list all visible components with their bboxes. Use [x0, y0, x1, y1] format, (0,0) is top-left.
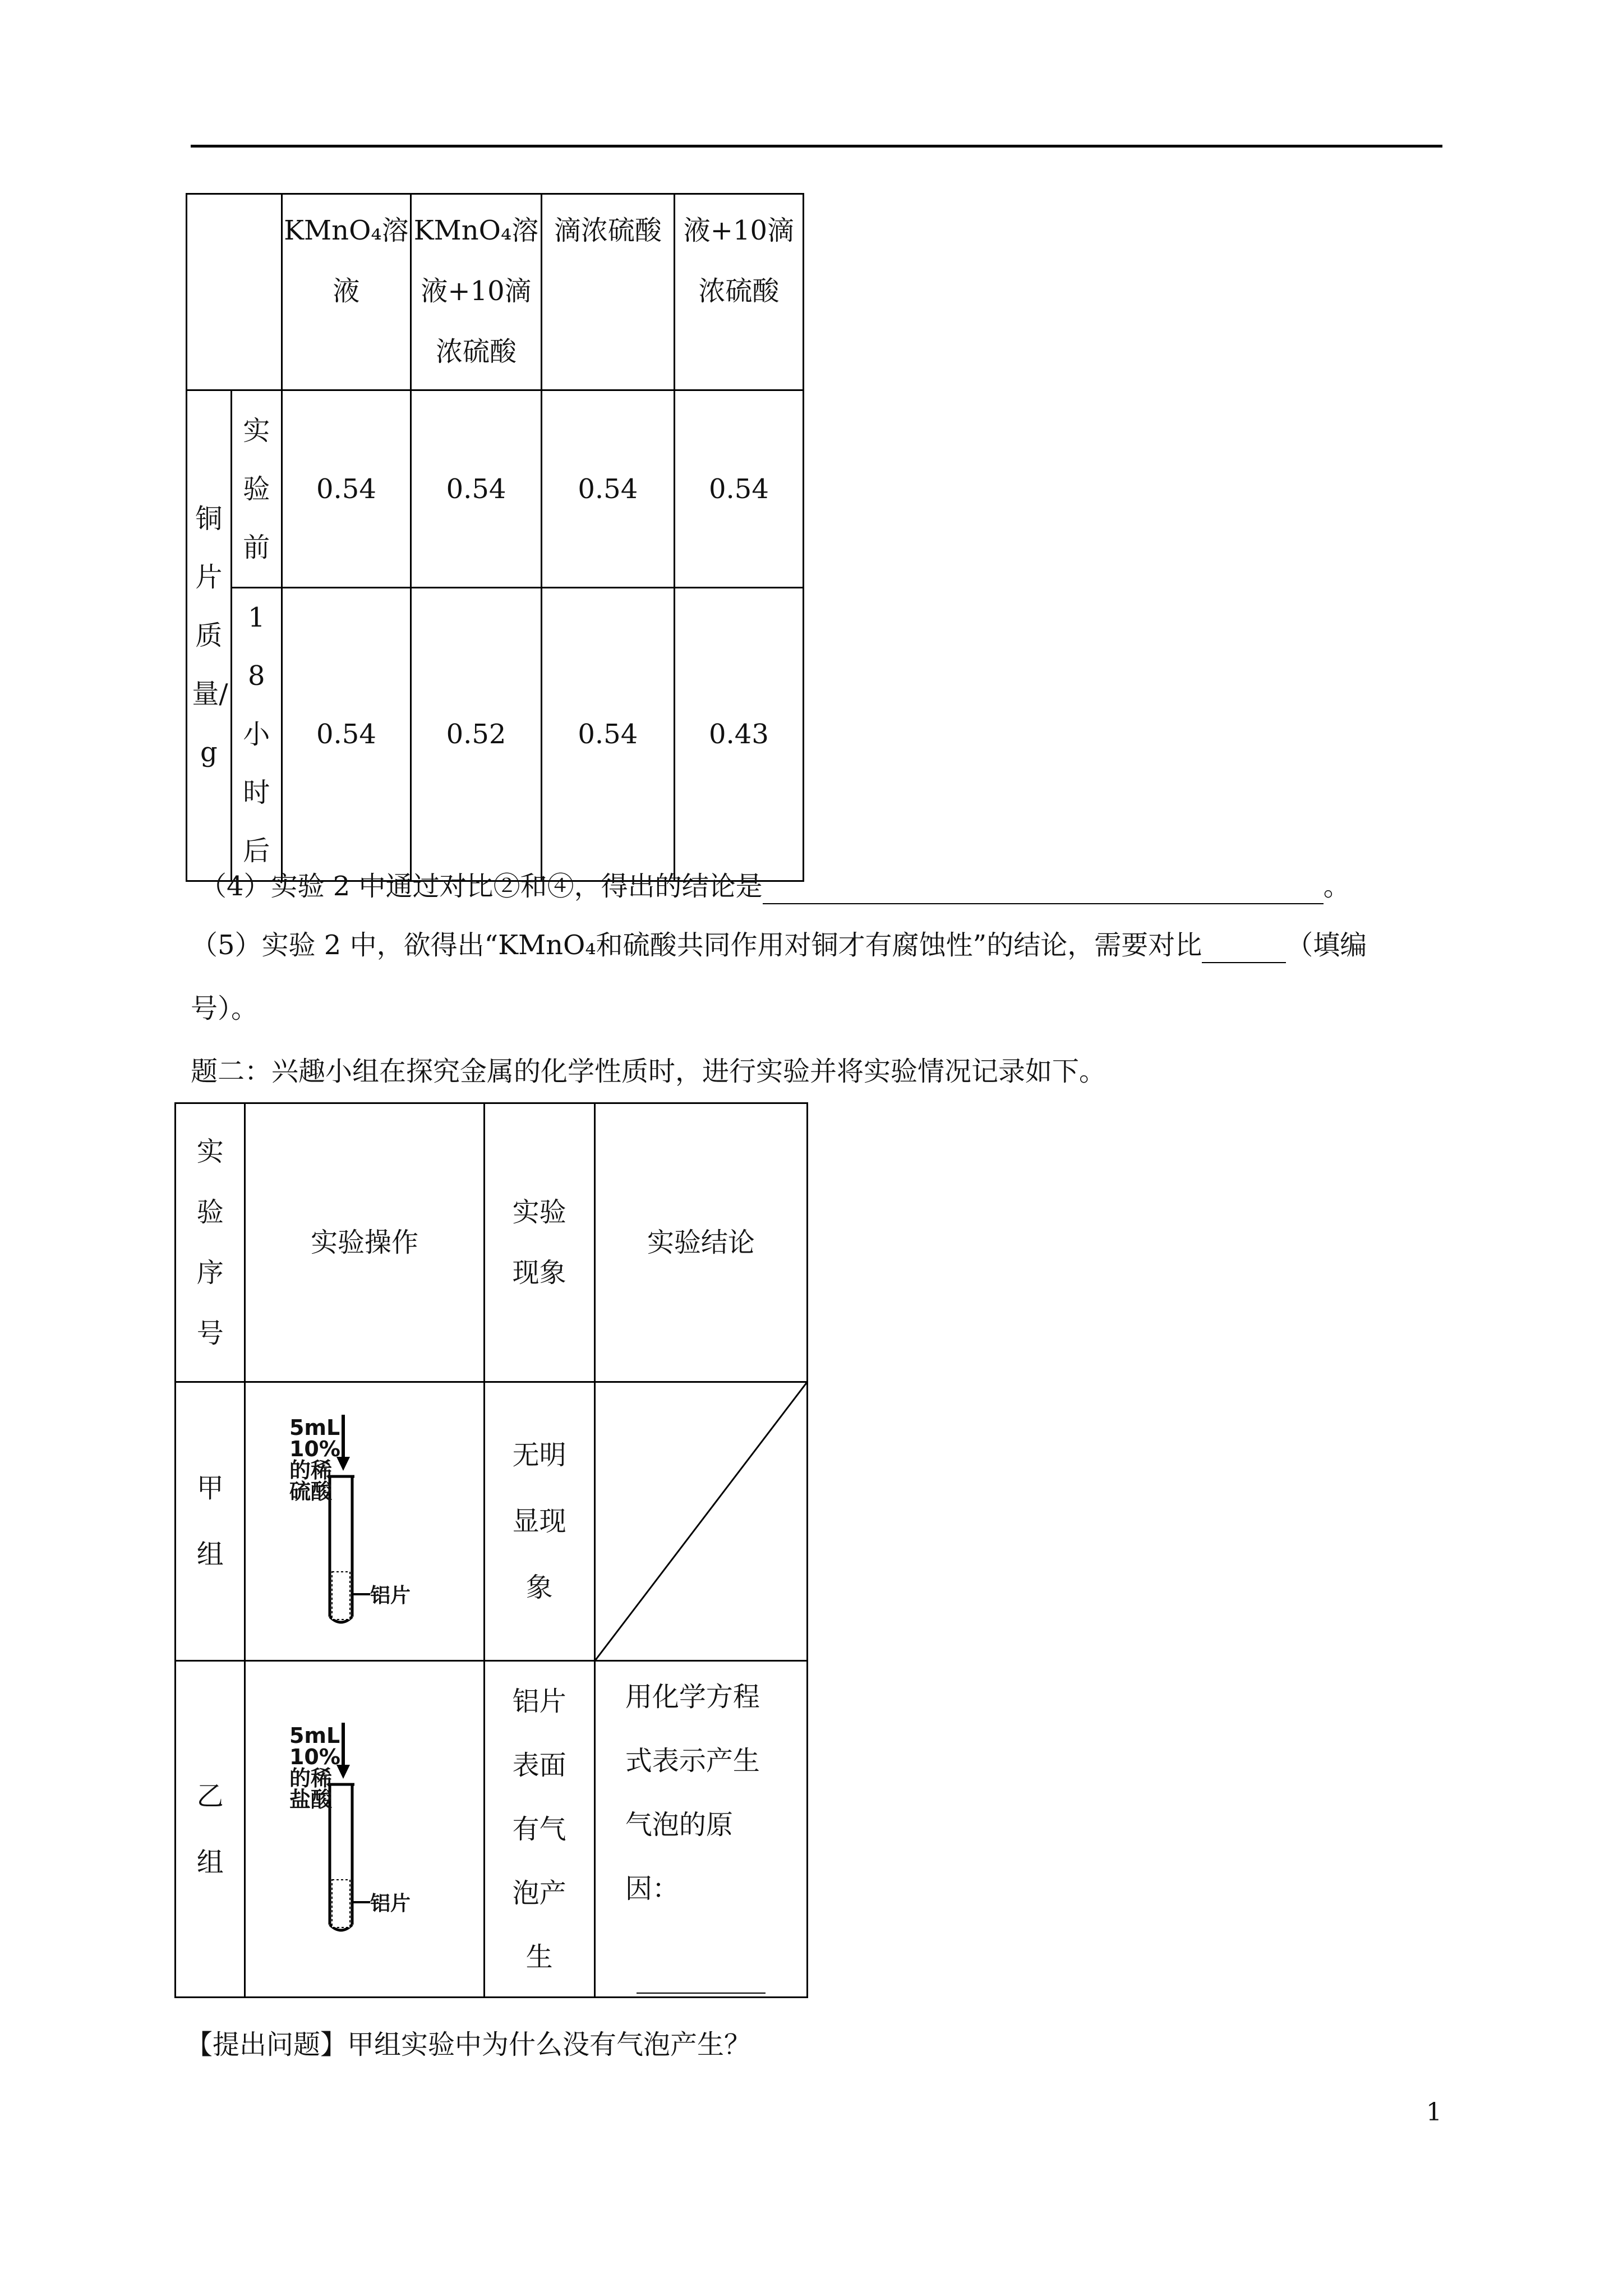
header-rule: [191, 145, 1442, 148]
operation-jia: [245, 1382, 484, 1661]
question-4-text: （4）实验 2 中通过对比②和④，得出的结论是: [200, 871, 763, 902]
row-group-label: 铜片质量/g: [187, 390, 232, 881]
cell-before-1: 0.54: [282, 390, 411, 588]
phenomenon-yi: 铝片表面有气泡产生: [484, 1661, 594, 1998]
metal-experiment-table: [174, 1102, 808, 1998]
question-5: [191, 928, 1367, 963]
header-conclusion: 实验结论: [594, 1103, 807, 1382]
header-phenomenon: 实验现象: [484, 1103, 594, 1382]
group-yi: 乙组: [176, 1661, 245, 1998]
header-serial: 实验序号: [176, 1103, 245, 1382]
reagent-label-yi: 5mL 10% 的稀 盐酸: [289, 1723, 340, 1812]
question-5-text: （5）实验 2 中，欲得出“KMnO₄和硫酸共同作用对铜才有腐蚀性”的结论，需要对比: [191, 930, 1202, 961]
question-4: [200, 869, 1350, 904]
copper-mass-table: [186, 193, 804, 882]
group-jia: 甲组: [176, 1382, 245, 1661]
header-empty: [187, 194, 282, 390]
section-2-intro: 题二：兴趣小组在探究金属的化学性质时，进行实验并将实验情况记录如下。: [191, 1056, 1106, 1087]
cell-before-3: 0.54: [541, 390, 674, 588]
header-col-2: KMnO₄溶液+10滴浓硫酸: [411, 194, 542, 390]
cell-after-1: 0.54: [282, 588, 411, 881]
question-5-line2: 号）。: [191, 993, 259, 1024]
header-col-4: 液+10滴浓硫酸: [674, 194, 803, 390]
test-tube-diagram-jia: [280, 1404, 449, 1639]
metal-label-yi: 铝片: [370, 1892, 411, 1915]
reagent-label-jia: 5mL 10% 的稀 硫酸: [289, 1415, 340, 1504]
diagonal-slash: [596, 1383, 806, 1660]
row-label-after: 18小时后: [231, 588, 282, 881]
cell-before-4: 0.54: [674, 390, 803, 588]
metal-label-jia: 铝片: [370, 1584, 411, 1607]
page-number: 1: [1426, 2098, 1442, 2127]
answer-blank-5[interactable]: [1202, 928, 1286, 963]
question-5-end: （填编: [1286, 930, 1367, 961]
conclusion-yi: 用化学方程式表示产生气泡的原因：: [594, 1661, 807, 1998]
cell-after-2: 0.52: [411, 588, 542, 881]
operation-yi: [245, 1661, 484, 1998]
header-col-3: 滴浓硫酸: [541, 194, 674, 390]
test-tube-diagram-yi: [280, 1711, 449, 1947]
header-operation: 实验操作: [245, 1103, 484, 1382]
answer-blank-equation[interactable]: [637, 1926, 766, 1994]
question-statement: 【提出问题】甲组实验中为什么没有气泡产生？: [186, 2029, 751, 2060]
question-4-end: 。: [1323, 871, 1350, 902]
header-col-1: KMnO₄溶液: [282, 194, 411, 390]
cell-before-2: 0.54: [411, 390, 542, 588]
answer-blank-4[interactable]: [763, 869, 1324, 904]
conclusion-jia-empty: [594, 1382, 807, 1661]
cell-after-4: 0.43: [674, 588, 803, 881]
row-label-before: 实验前: [231, 390, 282, 588]
cell-after-3: 0.54: [541, 588, 674, 881]
phenomenon-jia: 无明显现象: [484, 1382, 594, 1661]
